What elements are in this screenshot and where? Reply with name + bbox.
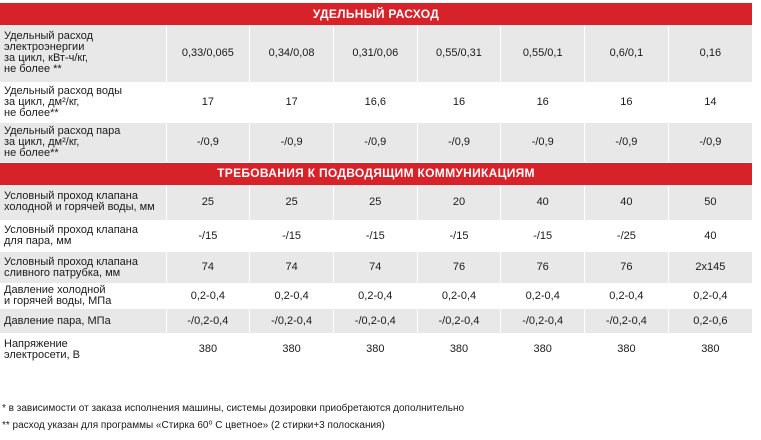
row-label <box>0 309 166 334</box>
value-cell: 17 <box>166 82 250 122</box>
value-cell: 0,33/0,065 <box>166 25 250 82</box>
value-cell: 50 <box>668 185 752 221</box>
value-cell: -/0,2-0,4 <box>166 309 250 334</box>
value-cell: 380 <box>668 334 752 366</box>
row-label <box>0 122 166 162</box>
value-cell: -/0,2-0,4 <box>417 309 501 334</box>
row-label-line: Условный проход клапана <box>4 255 138 268</box>
row-label-line: сливного патрубка, мм <box>4 266 121 279</box>
row-label-line: Давление пара, МПа <box>4 314 111 327</box>
spec-table-body <box>0 3 752 366</box>
value-cell: 16 <box>501 82 585 122</box>
value-cell: 25 <box>333 185 417 221</box>
value-cell: -/0,9 <box>417 122 501 162</box>
value-cell: 2х145 <box>668 252 752 284</box>
value-cell: 74 <box>333 252 417 284</box>
row-label <box>0 284 166 309</box>
spec-table <box>0 3 752 366</box>
row-label-line: за цикл, кВт-ч/кг, <box>4 52 88 65</box>
row-label-line: не более ** <box>4 63 62 76</box>
section-title: ТРЕБОВАНИЯ К ПОДВОДЯЩИМ КОММУНИКАЦИЯМ <box>0 162 752 185</box>
value-cell: 0,2-0,6 <box>668 309 752 334</box>
value-cell: 76 <box>585 252 669 284</box>
row-label <box>0 25 166 82</box>
value-cell: 380 <box>333 334 417 366</box>
row-label-line: Удельный расход <box>4 30 94 43</box>
table-row <box>0 185 752 221</box>
row-label-line: не более** <box>4 146 59 159</box>
value-cell: 380 <box>417 334 501 366</box>
table-row <box>0 252 752 284</box>
value-cell: 0,2-0,4 <box>417 284 501 309</box>
value-cell: 0,55/0,31 <box>417 25 501 82</box>
row-label-line: за цикл, дм²/кг, <box>4 95 80 108</box>
table-row <box>0 122 752 162</box>
value-cell: 16 <box>417 82 501 122</box>
value-cell: -/0,9 <box>250 122 334 162</box>
row-label-line: для пара, мм <box>4 235 72 247</box>
value-cell: 14 <box>668 82 752 122</box>
value-cell: 40 <box>501 185 585 221</box>
value-cell: 25 <box>250 185 334 221</box>
row-label-line: электроэнергии <box>4 41 85 54</box>
value-cell: 380 <box>166 334 250 366</box>
value-cell: 0,16 <box>668 25 752 82</box>
footnote-2: ** расход указан для программы «Стирка 60⁰ С цветное» (2 стирки+3 полоскания) <box>2 420 385 431</box>
value-cell: 76 <box>501 252 585 284</box>
value-cell: 16,6 <box>333 82 417 122</box>
footnote-1: * в зависимости от заказа исполнения машины, системы дозировки приобретаются дополнительно <box>2 403 465 414</box>
value-cell: 0,55/0,1 <box>501 25 585 82</box>
value-cell: 0,2-0,4 <box>668 284 752 309</box>
row-label-line: Удельный расход воды <box>4 84 123 97</box>
value-cell: 74 <box>166 252 250 284</box>
value-cell: 40 <box>585 185 669 221</box>
row-label-line: Удельный расход пара <box>4 124 121 137</box>
value-cell: -/25 <box>585 221 669 252</box>
value-cell: -/0,2-0,4 <box>250 309 334 334</box>
row-label <box>0 334 166 366</box>
row-label-line: холодной и горячей воды, мм <box>4 201 155 214</box>
row-label-line: электросети, В <box>4 348 81 361</box>
value-cell: -/0,2-0,4 <box>501 309 585 334</box>
section-header <box>0 162 752 185</box>
value-cell: 380 <box>585 334 669 366</box>
value-cell: -/0,9 <box>668 122 752 162</box>
value-cell: 40 <box>668 221 752 252</box>
row-label-line: Условный проход клапана <box>4 190 138 203</box>
value-cell: 0,2-0,4 <box>501 284 585 309</box>
value-cell: 0,2-0,4 <box>166 284 250 309</box>
row-label-line: Условный проход клапана <box>4 224 138 236</box>
value-cell: -/15 <box>166 221 250 252</box>
table-row <box>0 284 752 309</box>
row-label <box>0 82 166 122</box>
value-cell: 0,6/0,1 <box>585 25 669 82</box>
value-cell: 25 <box>166 185 250 221</box>
table-row <box>0 25 752 82</box>
value-cell: -/0,9 <box>333 122 417 162</box>
value-cell: 17 <box>250 82 334 122</box>
value-cell: -/15 <box>250 221 334 252</box>
table-row <box>0 82 752 122</box>
value-cell: 0,2-0,4 <box>333 284 417 309</box>
section-header <box>0 3 752 25</box>
value-cell: 74 <box>250 252 334 284</box>
row-label-line: Напряжение <box>4 337 68 350</box>
value-cell: -/15 <box>417 221 501 252</box>
table-row <box>0 309 752 334</box>
row-label-line: Давление холодной <box>4 284 106 296</box>
value-cell: 380 <box>501 334 585 366</box>
row-label <box>0 221 166 252</box>
row-label <box>0 252 166 284</box>
value-cell: 0,31/0,06 <box>333 25 417 82</box>
table-row <box>0 334 752 366</box>
value-cell: 16 <box>585 82 669 122</box>
value-cell: 0,2-0,4 <box>585 284 669 309</box>
value-cell: 20 <box>417 185 501 221</box>
value-cell: -/0,9 <box>166 122 250 162</box>
table-row <box>0 221 752 252</box>
value-cell: -/15 <box>333 221 417 252</box>
row-label-line: и горячей воды, МПа <box>4 295 112 307</box>
value-cell: 76 <box>417 252 501 284</box>
row-label-line: за цикл, дм²/кг, <box>4 135 80 148</box>
value-cell: -/15 <box>501 221 585 252</box>
value-cell: 0,2-0,4 <box>250 284 334 309</box>
value-cell: -/0,2-0,4 <box>333 309 417 334</box>
value-cell: -/0,2-0,4 <box>585 309 669 334</box>
value-cell: 0,34/0,08 <box>250 25 334 82</box>
row-label-line: не более** <box>4 106 59 119</box>
value-cell: 380 <box>250 334 334 366</box>
section-title: УДЕЛЬНЫЙ РАСХОД <box>0 3 752 25</box>
value-cell: -/0,9 <box>501 122 585 162</box>
row-label <box>0 185 166 221</box>
value-cell: -/0,9 <box>585 122 669 162</box>
